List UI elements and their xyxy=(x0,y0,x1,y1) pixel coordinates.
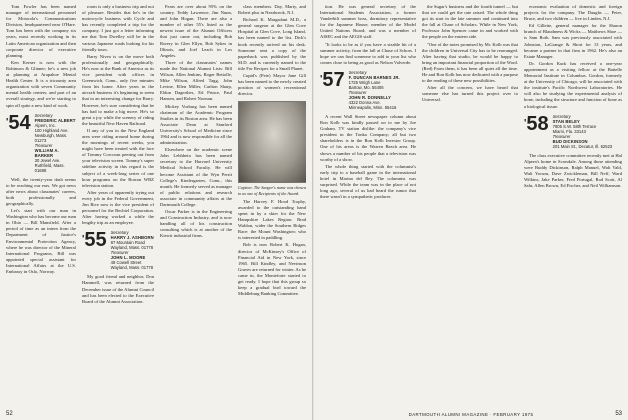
address-line: Wayland, Mass. 01778 xyxy=(110,265,154,271)
treasurer-label: Treasurer xyxy=(348,89,367,95)
paragraph: the Sugar's business and the fourth tunnel — but that we could get the rate raised. The whole thing got its start in the late summer and continued into the fall at Chase of Scholars. While in New York, Professor John Spencer came in and worked with the people on the eastern side. xyxy=(422,4,518,40)
left-page xyxy=(0,0,313,420)
paragraph: tion. He was general secretary of the International Students Association, a former Vanderbilt summer boss, dormitory representative for the Japanese House; member of the Model United Nations Board; and was a member of AISEC and the AEGIS staff. xyxy=(320,4,416,40)
address-line: Miami, Fla. 33143 xyxy=(552,128,586,134)
treasurer-name: BUD DICKINSON xyxy=(552,138,588,144)
paragraph: class members. Day, Marty, and Robert plus in Nearbrook, N.J. xyxy=(238,4,306,16)
paragraph: Richard K. Margadant M.D., a general surgeon at the Glen Cove Hospital at Glen Cove, Long Island, has been named to the list. Dick's book recently arrived on his desk. Someone sent a copy of the paperback was published by the M.D. and is currently named to the title For Recipes for a Small Planet. xyxy=(238,17,306,71)
paragraph: The class executive committee recently met at Hal Alpern's home in Scarsdale. Among those attending were Buddy Dickinson, Ralph Manuel, Walt Vald, Walt Yocum, Dave Zwickleman, Bill Neff, Ward Wilkins, Jake Parker, Fred Portugal, Rod Scott, Al Sahr, Allen Brown, Ed Fischer, and Neil Williamson. xyxy=(524,152,622,189)
left-column-2 xyxy=(82,4,154,406)
class-year: '57 xyxy=(320,68,345,91)
class-header-57 xyxy=(320,70,416,110)
paragraph: Oscar Parker is in the Engineering and Construction Industry, and is now handling all of his construction consulting which is at another of the Kiewit industrial firms. xyxy=(160,209,232,239)
address-line: 48 Cowell Street xyxy=(110,260,142,266)
secretary-label: Secretary xyxy=(34,112,53,118)
left-column-3 xyxy=(160,4,232,406)
paragraph: Let's start with our man in Washington who has become our man in Ohio — Bill Mansfield. After a period of time as an intern from the Department of Justice's Environmental Protection Agency, where he was director of the Mineral International Programs, Bill was appointed special assistant for International Affairs at the U.S. Embassy in Oslo, Norway. xyxy=(6,208,76,274)
class-officers xyxy=(111,230,154,270)
treasurer-name: WILLIAM A. BARKER xyxy=(34,147,59,158)
class-year: '55 xyxy=(82,229,107,252)
class-header-54 xyxy=(6,113,76,173)
paragraph: Elsewhere on the academic scene John Lebhhein has been named secretary to the Harvard University Medical School Faculty. He will become Assistant of the Wyn Perrit College's Kindergarten, Conn., this month. He formerly served as manager of public relations and research associate in community affairs at the Dartmouth College. xyxy=(160,147,232,207)
paragraph: "One of the notes promised by Mr. Kolb was that the children in Universal City has to be rearranged. After having that studio, he would be happy to bring an important financial proportion of the Word. (Red) From them, it has been all quiet all the time. He and Ron Kolb has now dedicated with a purpose to the reading of these new possibilities. xyxy=(422,41,518,84)
paragraph: Fears are over about 95% on the country. Teddy Lawrence, Jim Nunn, and John Hogan. There are also a number of other 55's listed as the newest issue of the Alumni Officers that just came out, including Bob Rorery in Glen Ellyn, Bob Sykes in Illinois, and Joel Leach in Los Angeles. xyxy=(160,4,232,58)
address-line: Bartow, Mo. 55406 xyxy=(348,84,384,90)
treasurer-label: Treasurer xyxy=(552,133,571,139)
treasurer-name: JOHN R. DONNELLY xyxy=(348,94,392,100)
secretary-label: Secretary xyxy=(110,230,129,236)
address-line: 1725 Wrigh Lane xyxy=(348,79,381,85)
paragraph: The whole thing started with the columnist's early trip to a baseball game in the international hotel in Marina del Rey. The columnist was surprised. While the team was in the place of not long ago, several of us had heard the rumor that there wasn't in a sympathetic producer. xyxy=(320,163,416,200)
page-number: 53 xyxy=(615,411,622,417)
paragraph: Ken Kerner is now with the Robinson & Glinner; he's a new job at planning at Arapahoe Mental Health Center. It is a tricounty area organization with seven Community mental health centers; and part of an overall strategy, and we're starting to spin off quite a new kind of work. xyxy=(6,59,76,108)
left-column-4 xyxy=(238,4,306,406)
paragraph: Ed Gillette, general manager for the Sharon branch of Blauthness & Wicks — Matthews Shoe — is Sam Roth. Sam was previously associated with Johnston, LaGrange & Short for 13 years, and became a partner in that firm in 1962. He's also an Estate Manager. xyxy=(524,23,622,59)
paragraph: "It looks to be as if you have a sizable bit of a summer activity, from the fall at Chase of Schors. I hope we can find someone to add to your list who comes close to being as good as Nelson Valverde. xyxy=(320,41,416,65)
class-header-58 xyxy=(524,114,622,149)
secretary-label: Secretary xyxy=(552,113,571,119)
class-officers xyxy=(349,70,400,110)
page-number: 52 xyxy=(6,411,13,417)
secretary-name: HARRY J. ASHBORN xyxy=(110,235,154,241)
treasurer-name: JOHN L. MOORE xyxy=(110,255,146,261)
paragraph: After years of apparently trying out every job in the Federal Government, Jim Rice now is the vice president of personnel for the Bechtel Corporation. After having worked a while the lengthy trip as an employee. xyxy=(82,189,154,226)
class-year: '58 xyxy=(524,112,549,135)
portrait-photo xyxy=(238,101,306,183)
address-line: 201 Main St., Decatur, Ill. 62523 xyxy=(552,143,613,149)
running-footer: DARTMOUTH ALUMNI MAGAZINE · FEBRUARY 1975 xyxy=(408,412,534,417)
secretary-label: Secretary xyxy=(348,69,367,75)
right-column-2 xyxy=(422,4,518,406)
paragraph: Barry Nivea is on the move both professionally and geographically. He's now at the Bank of America as its vice president with offices in Greenwich, Conn., only five minutes from his home. After years in the aircraft business it's beginning to seem that in an interesting change for Barry. However, he's sure considering that he has had to make a big move. He's so great a joy while the scenery of riding the beautiful New Haven Railroad. xyxy=(82,53,154,126)
paragraph: The Harvey F. Hood Trophy, awarded to the outstanding hand spent in by a skier for the New Hampshire Lakes Region. Brad Waldon, wider the Southern Ridges Race: the Mount Washington: who is interested in paddling. xyxy=(238,198,306,241)
address-line: 30 Jewel Ave. xyxy=(34,157,61,163)
right-column-3 xyxy=(524,4,622,406)
address-line: Wayland, Mass. 01778 xyxy=(110,245,154,251)
right-column-1 xyxy=(320,4,416,406)
paragraph: Three of the classmates' names made the National Alumni Lists: Bill Wilson, Allen Jenkins, Roger Bettolle, Mike Wilson, Alfred Tagg, John Levine, Ellen Miller, Carlton Sharp, Eldon Dagerthes, Ed Prince, Paul Hansen, and Robert Noonan. xyxy=(160,59,232,102)
treasurer-label: Treasurer xyxy=(34,142,53,148)
paragraph: If any of you in the New England area were riding around home during the mornings of recent weeks, you might have been treated with the face of Tommy Corcoran peering out from your television screen. Tommy's super sideline activity in this regard is the subject of a week-long series of one hour programs on the Boston WBZ television station. xyxy=(82,127,154,188)
class-officers xyxy=(35,113,76,173)
paragraph: room is only a business trip and not of pleasure. Besides that he's in the motorcycle business with Cycle and has recently completed a trip for the company. I just got a letter informing me that Tom Dwelley will be in the various Japanese roads looking for his friendly tours. xyxy=(82,4,154,52)
paragraph: economic evaluation of domestic and foreign projects for the company. The Daughs — Peter, Bruce, and two children — live in Linden, N.J. xyxy=(524,4,622,22)
class-officers xyxy=(553,114,613,149)
paragraph: Dr. Gordon Kurk has received a one-year appointment as a visiting fellow at the Battelle Memorial Institute in Columbus. Gordon, formerly at the University of Chicago, will be associated with the institute's Pacific Northwest Laboratories. He will also be studying the experimental analysis of bone, including the structure and function of bone as a biological tissue. xyxy=(524,60,622,109)
address-line: Minneapolis, Minn. 55416 xyxy=(348,104,397,110)
address-line: 7805 S.W. 58th Terrace xyxy=(552,123,597,129)
class-header-55 xyxy=(82,230,154,270)
address-line: Newburgh, Mass. 01273 xyxy=(34,132,68,143)
address-line: 87 Mountain Road xyxy=(110,240,145,246)
paragraph: Well, the twenty-year dash seems to be reaching our ears. We got news after news about classmates' careers, both professionally and geographically. xyxy=(6,176,76,206)
secretary-name: STAN BELEY xyxy=(552,118,580,124)
address-line: 4322 Donna Ave. xyxy=(348,99,381,105)
paragraph: My good friend and neighbor, Don Hammell, was returned from the December issue of the Alumni Council and has been elected to the Executive Board of the Alumni Association. xyxy=(82,274,154,304)
paragraph: Mickey Vosburg has been named chairman of the Academic Program Studies in its Boston area. He has been Associate Dean at Stanford University's School of Medicine since 1964 and is now responsible for all the administration. xyxy=(160,103,232,146)
left-column-1 xyxy=(6,4,76,406)
paragraph: Bob is now Robert K. Hogan, director of McKinsey's Office of Financial Aid in New York, since 1965. Bill Kindley, and Nevinson Graves are returned for winter. As he came in, the Monteforte started to get ready. I hope that this group so keep a gradual bird toward the Middleburg Banking Committee. xyxy=(238,242,306,297)
paragraph: After all the concern, we have heard that someone else has turned this project over to Universal. xyxy=(422,85,518,103)
right-page xyxy=(314,0,628,420)
address-line: Alpern, Inc. xyxy=(34,122,56,128)
paragraph: A recent Wall Street newspaper column about Ron Kolb was kindly passed on to me by Joe Graham. TV station dislike: the company's vice president in the Tonka Company; all but two shareholders is in the Ron Kolb Investor Group. One of his areas is the Warren Beach area. He shows a number of his people that a television was worthy of a show. xyxy=(320,113,416,162)
paragraph: Tom Fowler has been named manager of international personnel for Motorola's Communications Division, headquartered near O'Hare. Tom has been with the company six years, most recently working in its Latin American organization and then corporate director of executive planning. xyxy=(6,4,76,58)
paragraph: Cupid's (Pete) Mayor Jane Gill has been named to the newly created position of women's recreational director. xyxy=(238,73,306,97)
address-line: Ruthfield, Mass. 01688 xyxy=(34,162,65,173)
secretary-name: F. DUNCAN BARNES JR. xyxy=(348,74,400,80)
photo-caption: Caption: The Sanger's name was chosen to as one of Recipients of the Award. xyxy=(238,185,306,196)
address-line: 100 Highland Ave. xyxy=(34,127,69,133)
treasurer-label: Treasurer xyxy=(110,250,129,256)
class-year: '54 xyxy=(6,111,31,134)
secretary-name: FREDERIC ALBERT xyxy=(34,117,76,123)
